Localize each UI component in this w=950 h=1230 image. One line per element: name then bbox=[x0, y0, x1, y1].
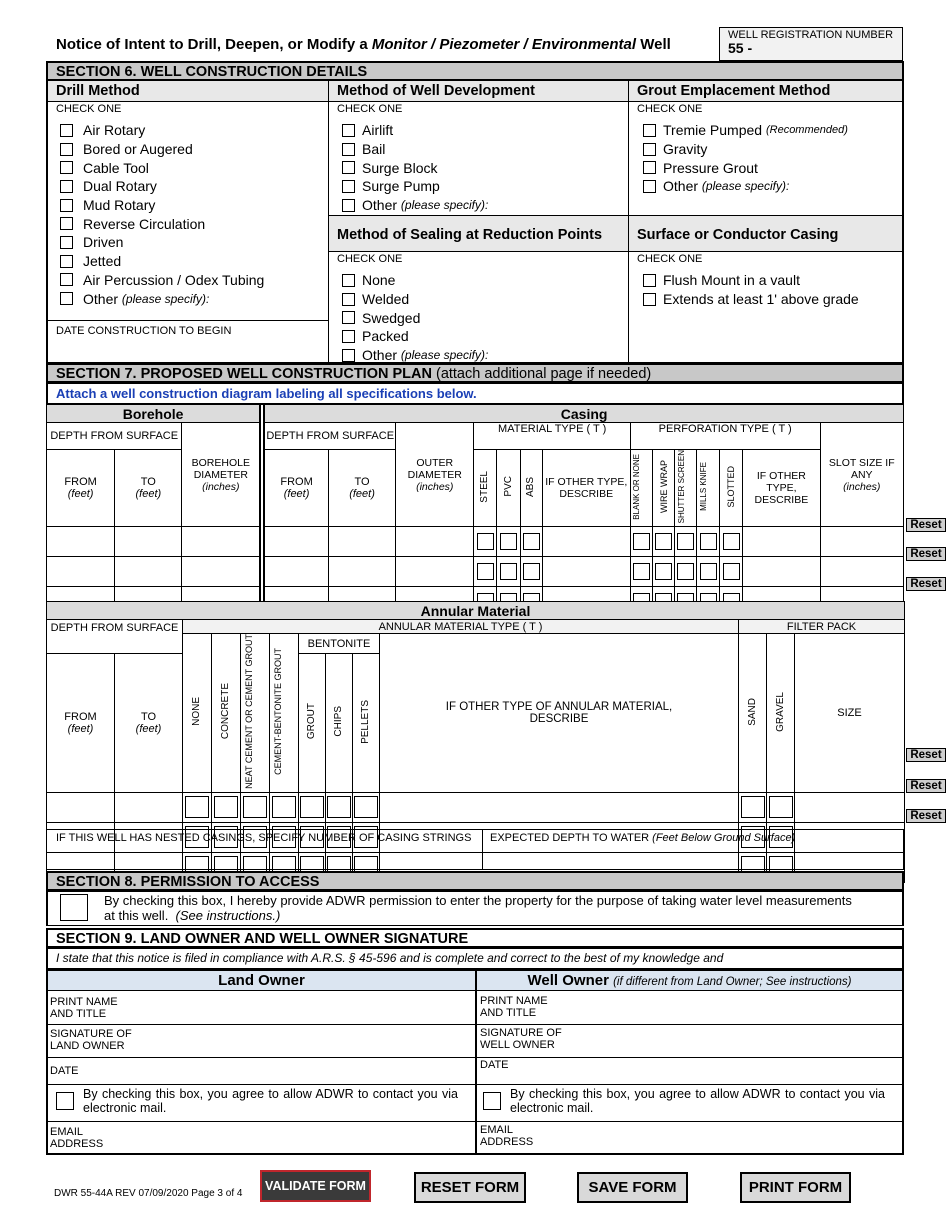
dev-option-other[interactable]: Other (please specify) : bbox=[342, 196, 488, 215]
annular-row-reset-button[interactable]: Reset bbox=[906, 809, 946, 823]
shutter-header: SHUTTER SCREEN bbox=[676, 450, 686, 524]
annular-to-header: TO (feet) bbox=[115, 654, 183, 793]
seal-option[interactable]: Swedged bbox=[342, 308, 488, 327]
land-email-agree: By checking this box, you agree to allow ADWR to contact you via electronic mail. bbox=[83, 1087, 458, 1115]
dev-option[interactable]: Surge Pump bbox=[342, 177, 488, 196]
chips-header: CHIPS bbox=[333, 706, 344, 737]
seal-option[interactable]: Welded bbox=[342, 290, 488, 309]
bore-from-header: FROM (feet) bbox=[47, 450, 115, 527]
grout-option[interactable]: Gravity bbox=[643, 140, 848, 159]
well-signature-label: SIGNATURE OF WELL OWNER bbox=[480, 1027, 562, 1051]
section-8-title: SECTION 8. PERMISSION TO ACCESS bbox=[46, 871, 904, 891]
well-print-name-label: PRINT NAME AND TITLE bbox=[480, 995, 548, 1019]
land-signature-label: SIGNATURE OF LAND OWNER bbox=[50, 1028, 132, 1052]
section-9-title: SECTION 9. LAND OWNER AND WELL OWNER SIGNATURE bbox=[46, 928, 904, 948]
bentonite-header: BENTONITE bbox=[299, 634, 380, 654]
drill-option-other[interactable]: Other (please specify): bbox=[60, 289, 264, 308]
drill-option[interactable]: Dual Rotary bbox=[60, 177, 264, 196]
grout-option[interactable]: Tremie Pumped (Recommended) bbox=[643, 121, 848, 140]
material-type-header: MATERIAL TYPE ( T ) bbox=[474, 423, 631, 450]
land-email-label: EMAIL ADDRESS bbox=[50, 1126, 104, 1150]
pellets-header: PELLETS bbox=[360, 699, 371, 744]
annular-depth-header: DEPTH FROM SURFACE bbox=[47, 620, 183, 654]
perforation-other-header: IF OTHER TYPE, DESCRIBE bbox=[743, 450, 820, 527]
grout-header: GROUT bbox=[306, 703, 317, 740]
well-registration-box[interactable] bbox=[719, 27, 903, 61]
drill-option[interactable]: Reverse Circulation bbox=[60, 214, 264, 233]
annular-row bbox=[47, 792, 905, 822]
dev-option[interactable]: Airlift bbox=[342, 121, 488, 140]
pvc-header: PVC bbox=[502, 476, 514, 497]
casing-to-header: TO (feet) bbox=[328, 450, 395, 527]
land-print-name-label: PRINT NAME AND TITLE bbox=[50, 996, 118, 1020]
seal-option[interactable]: Packed bbox=[342, 327, 488, 346]
drill-option[interactable]: Driven bbox=[60, 233, 264, 252]
annular-from-header: FROM (feet) bbox=[47, 654, 115, 793]
drill-method-heading: Drill Method bbox=[48, 81, 328, 102]
section-7-title: SECTION 7. PROPOSED WELL CONSTRUCTION PLAN (attach additional page if needed) bbox=[46, 363, 904, 383]
save-form-button[interactable]: SAVE FORM bbox=[577, 1172, 688, 1203]
none-header: NONE bbox=[191, 696, 202, 726]
section-6-title: SECTION 6. WELL CONSTRUCTION DETAILS bbox=[46, 61, 904, 81]
well-email-checkbox[interactable] bbox=[483, 1092, 501, 1110]
concrete-header: CONCRETE bbox=[220, 683, 231, 740]
casing-options bbox=[643, 271, 859, 308]
drill-option[interactable]: Jetted bbox=[60, 252, 264, 271]
borehole-heading: Borehole bbox=[47, 405, 261, 423]
seal-option-other[interactable]: Other (please specify) : bbox=[342, 346, 488, 365]
casing-depth-header: DEPTH FROM SURFACE bbox=[264, 423, 395, 450]
casing-row-reset-button[interactable]: Reset bbox=[906, 547, 946, 561]
drill-option[interactable]: Air Rotary bbox=[60, 121, 264, 140]
casing-option[interactable]: Flush Mount in a vault bbox=[643, 271, 859, 290]
size-header: SIZE bbox=[795, 634, 905, 793]
wrn-value: 55 - bbox=[728, 40, 753, 56]
casing-row-reset-button[interactable]: Reset bbox=[906, 577, 946, 591]
date-construction-label: DATE CONSTRUCTION TO BEGIN bbox=[56, 325, 232, 337]
land-date-label: DATE bbox=[50, 1065, 79, 1077]
drill-method-options bbox=[60, 121, 264, 308]
permission-checkbox[interactable] bbox=[60, 894, 88, 921]
drill-option[interactable]: Air Percussion / Odex Tubing bbox=[60, 271, 264, 290]
casing-check-one: CHECK ONE bbox=[637, 253, 703, 265]
print-form-button[interactable]: PRINT FORM bbox=[740, 1172, 851, 1203]
seal-option[interactable]: None bbox=[342, 271, 488, 290]
slotted-header: SLOTTED bbox=[726, 465, 737, 508]
well-date-label: DATE bbox=[480, 1059, 509, 1071]
bore-to-header: TO (feet) bbox=[115, 450, 182, 527]
casing-from-header: FROM (feet) bbox=[264, 450, 328, 527]
form-title: Notice of Intent to Drill, Deepen, or Modify a Monitor / Piezometer / Environmental Well bbox=[56, 36, 671, 53]
material-other-header: IF OTHER TYPE, DESCRIBE bbox=[542, 450, 630, 527]
well-email-label: EMAIL ADDRESS bbox=[480, 1124, 534, 1148]
dev-option[interactable]: Surge Block bbox=[342, 158, 488, 177]
dev-options bbox=[342, 121, 488, 214]
annular-row-reset-button[interactable]: Reset bbox=[906, 748, 946, 762]
filter-pack-header: FILTER PACK bbox=[739, 620, 905, 634]
sand-header: SAND bbox=[746, 697, 758, 726]
drill-option[interactable]: Bored or Augered bbox=[60, 140, 264, 159]
gravel-header: GRAVEL bbox=[774, 691, 786, 732]
nested-casings-label: IF THIS WELL HAS NESTED CASINGS, SPECIFY NUMBER OF CASING STRINGS bbox=[56, 832, 472, 844]
depth-to-water-label: EXPECTED DEPTH TO WATER (Feet Below Ground Surface) bbox=[490, 832, 796, 844]
seal-check-one: CHECK ONE bbox=[337, 253, 403, 265]
grout-check-one: CHECK ONE bbox=[637, 103, 703, 115]
permission-text: By checking this box, I hereby provide ADWR permission to enter the property for the purpose of taking water level measurements at this well. (See instructions.) bbox=[104, 893, 852, 923]
casing-row bbox=[47, 557, 904, 587]
blank-header: BLANK OR NONE bbox=[632, 453, 642, 520]
mills-knife-header: MILLS KNIFE bbox=[699, 462, 709, 512]
borehole-diameter-header: BOREHOLE DIAMETER (inches) bbox=[182, 423, 260, 527]
grout-option[interactable]: Pressure Grout bbox=[643, 158, 848, 177]
casing-row bbox=[47, 527, 904, 557]
well-email-agree: By checking this box, you agree to allow ADWR to contact you via electronic mail. bbox=[510, 1087, 885, 1115]
grout-option-other[interactable]: Other (please specify) : bbox=[643, 177, 848, 196]
slot-size-header: SLOT SIZE IF ANY (inches) bbox=[820, 423, 904, 527]
drill-check-one: CHECK ONE bbox=[56, 103, 122, 115]
casing-row-reset-button[interactable]: Reset bbox=[906, 518, 946, 532]
land-email-checkbox[interactable] bbox=[56, 1092, 74, 1110]
wrn-label: WELL REGISTRATION NUMBER bbox=[728, 29, 894, 41]
outer-diameter-header: OUTER DIAMETER (inches) bbox=[396, 423, 474, 527]
grout-options bbox=[643, 121, 848, 196]
well-owner-heading: Well Owner (if different from Land Owner; See instructions) bbox=[477, 971, 902, 991]
neat-cement-header: NEAT CEMENT OR CEMENT GROUT bbox=[244, 634, 254, 789]
reset-form-button[interactable]: RESET FORM bbox=[414, 1172, 526, 1203]
bore-depth-header: DEPTH FROM SURFACE bbox=[47, 423, 182, 450]
annular-heading: Annular Material bbox=[47, 602, 905, 620]
sealing-heading: Method of Sealing at Reduction Points bbox=[329, 216, 628, 252]
grout-method-heading: Grout Emplacement Method bbox=[629, 81, 902, 102]
wire-wrap-header: WIRE WRAP bbox=[658, 460, 669, 514]
casing-option[interactable]: Extends at least 1' above grade bbox=[643, 290, 859, 309]
form-revision: DWR 55-44A REV 07/09/2020 Page 3 of 4 bbox=[54, 1188, 243, 1199]
seal-options bbox=[342, 271, 488, 364]
dev-check-one: CHECK ONE bbox=[337, 103, 403, 115]
casing-table bbox=[46, 404, 904, 617]
land-owner-heading: Land Owner bbox=[48, 971, 475, 991]
annular-type-header: ANNULAR MATERIAL TYPE ( T ) bbox=[183, 620, 739, 634]
drill-option[interactable]: Mud Rotary bbox=[60, 196, 264, 215]
dev-option[interactable]: Bail bbox=[342, 140, 488, 159]
attach-diagram-note: Attach a well construction diagram labeling all specifications below. bbox=[46, 383, 904, 404]
compliance-statement: I state that this notice is filed in compliance with A.R.S. § 45-596 and is complete and correct to the best of my knowledge and bbox=[46, 948, 904, 969]
validate-form-button[interactable]: VALIDATE FORM bbox=[260, 1170, 371, 1202]
abs-header: ABS bbox=[525, 476, 537, 497]
annular-row-reset-button[interactable]: Reset bbox=[906, 779, 946, 793]
cement-bentonite-header: CEMENT-BENTONITE GROUT bbox=[273, 648, 283, 775]
perforation-type-header: PERFORATION TYPE ( T ) bbox=[630, 423, 820, 450]
annular-other-header: IF OTHER TYPE OF ANNULAR MATERIAL, DESCRIBE bbox=[380, 634, 739, 793]
casing-heading: Casing bbox=[264, 405, 903, 423]
surface-casing-heading: Surface or Conductor Casing bbox=[629, 216, 902, 252]
steel-header: STEEL bbox=[479, 470, 491, 503]
well-development-heading: Method of Well Development bbox=[329, 81, 628, 102]
drill-option[interactable]: Cable Tool bbox=[60, 158, 264, 177]
